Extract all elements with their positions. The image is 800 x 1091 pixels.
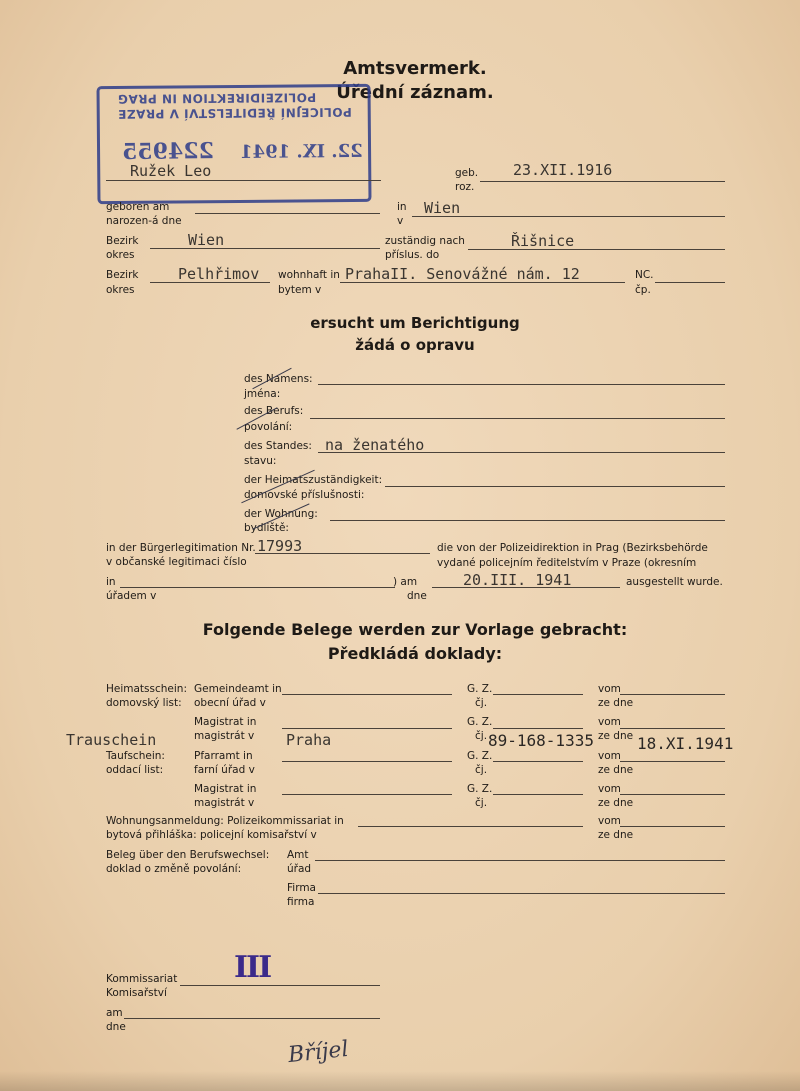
title-czech: Úřední záznam. xyxy=(336,82,494,103)
request-title-german: ersucht um Berichtigung xyxy=(310,314,520,332)
birthplace: Wien xyxy=(424,199,461,217)
label-ze-dne-3: ze dne xyxy=(598,764,634,776)
birth-date: 23.XII.1916 xyxy=(513,161,613,179)
label-jmena: jména: xyxy=(244,388,281,400)
label-magistrat-v-2: magistrát v xyxy=(194,797,255,809)
label-magistrat-v-1: magistrát v xyxy=(194,730,255,742)
paper-edge-shadow xyxy=(0,1071,800,1091)
label-kommissariat: Kommissariat xyxy=(106,973,178,985)
person-name: Ružek Leo xyxy=(130,162,212,180)
label-ze-dne-4: ze dne xyxy=(598,797,634,809)
label-issuer-de: die von der Polizeidirektion in Prag (Bezirksbehörde xyxy=(437,542,708,554)
label-narozen: narozen-á dne xyxy=(106,215,182,227)
signature: Bříjel xyxy=(286,1036,350,1069)
label-domovske: domovské příslušnosti: xyxy=(244,489,365,501)
label-nc: NC. xyxy=(635,269,654,281)
label-doklad-zmena: doklad o změně povolání: xyxy=(106,863,242,875)
label-berufswechsel: Beleg über den Berufswechsel: xyxy=(106,849,270,861)
request-title-czech: žádá o opravu xyxy=(355,336,475,354)
label-bytem: bytem v xyxy=(278,284,322,296)
label-komisarstvi: Komisařství xyxy=(106,987,167,999)
residence: PrahaII. Senovážné nám. 12 xyxy=(345,265,580,283)
label-heimatschein: Heimatsschein: xyxy=(106,683,187,695)
label-vom-2: vom xyxy=(598,716,621,728)
label-oddaci-list: oddací list: xyxy=(106,764,164,776)
label-legit-dne: dne xyxy=(407,590,427,602)
label-namens: des Namens: xyxy=(244,373,313,385)
label-firma: Firma xyxy=(287,882,316,894)
label-bezirk-2: Bezirk xyxy=(106,269,139,281)
label-gz-3: G. Z. xyxy=(467,750,493,762)
label-cj-2: čj. xyxy=(475,730,488,742)
label-okres-1: okres xyxy=(106,249,135,261)
label-magistrat-2: Magistrat in xyxy=(194,783,257,795)
label-ze-dne-1: ze dne xyxy=(598,697,634,709)
label-legitimation-de: in der Bürgerlegitimation Nr. xyxy=(106,542,256,554)
label-wohnung: der Wohnung: xyxy=(244,508,318,520)
label-cj-1: čj. xyxy=(475,697,488,709)
documents-title-german: Folgende Belege werden zur Vorlage gebracht: xyxy=(202,620,628,639)
label-legit-uradem: úřadem v xyxy=(106,590,157,602)
magistrat-value: Praha xyxy=(286,731,332,749)
label-gemeindeamt: Gemeindeamt in xyxy=(194,683,282,695)
label-bezirk-1: Bezirk xyxy=(106,235,139,247)
label-zustandig: zuständig nach xyxy=(385,235,465,247)
label-bytova-prihlaska: bytová přihláška: policejní komisařství v xyxy=(106,829,317,841)
police-stamp xyxy=(96,84,371,204)
label-cj-4: čj. xyxy=(475,797,488,809)
label-urad: úřad xyxy=(287,863,312,875)
label-legitimation-cs: v občanské legitimaci číslo xyxy=(106,556,247,568)
label-geb: geb. xyxy=(455,167,479,179)
label-domovsky-list: domovský list: xyxy=(106,697,182,709)
label-geboren-am: geboren am xyxy=(106,201,170,213)
label-standes: des Standes: xyxy=(244,440,312,452)
label-taufschein: Taufschein: xyxy=(106,750,165,762)
label-bydliste: bydliště: xyxy=(244,522,289,534)
label-firma-cs: firma xyxy=(287,896,315,908)
label-in: in xyxy=(397,201,407,213)
title-german: Amtsvermerk. xyxy=(343,58,487,79)
label-issued: ausgestellt wurde. xyxy=(626,576,723,588)
label-vom-5: vom xyxy=(598,815,621,827)
domicile: Řišnice xyxy=(511,232,575,250)
legitimation-date: 20.III. 1941 xyxy=(463,571,572,589)
label-wohnungsanmeldung: Wohnungsanmeldung: Polizeikommissariat in xyxy=(106,815,344,827)
kommissariat-value: III xyxy=(234,950,271,985)
label-pfarramt: Pfarramt in xyxy=(194,750,253,762)
label-heimat: der Heimatszuständigkeit: xyxy=(244,474,383,486)
stamp-line-1: POLIZEIDIREKTION IN PRAG xyxy=(117,90,317,107)
label-amt: Amt xyxy=(287,849,309,861)
label-footer-dne: dne xyxy=(106,1021,126,1033)
label-wohnhaft: wohnhaft in xyxy=(278,269,340,281)
label-issuer-cs: vydané policejním ředitelstvím v Praze (okresním xyxy=(437,557,697,569)
label-magistrat-1: Magistrat in xyxy=(194,716,257,728)
label-gz-2: G. Z. xyxy=(467,716,493,728)
label-gz-4: G. Z. xyxy=(467,783,493,795)
label-okres-2: okres xyxy=(106,284,135,296)
label-vom-4: vom xyxy=(598,783,621,795)
label-stavu: stavu: xyxy=(244,455,277,467)
label-v: v xyxy=(397,215,404,227)
label-roz: roz. xyxy=(455,181,475,193)
trauschein-label: Trauschein xyxy=(66,731,157,749)
standes-value: na ženatého xyxy=(325,436,425,454)
label-prislus: příslus. do xyxy=(385,249,440,261)
label-berufs: des Berufs: xyxy=(244,405,304,417)
label-cj-3: čj. xyxy=(475,764,488,776)
label-ze-dne-2: ze dne xyxy=(598,730,634,742)
date-value: 18.XI.1941 xyxy=(637,734,734,753)
district: Wien xyxy=(188,231,225,249)
label-cp: čp. xyxy=(635,284,651,296)
label-legit-am: ) am xyxy=(393,576,418,588)
label-legit-in: in xyxy=(106,576,116,588)
label-gz-1: G. Z. xyxy=(467,683,493,695)
stamp-number: 224955 xyxy=(121,138,215,165)
label-povolani: povolání: xyxy=(244,421,293,433)
residence-district: Pelhřimov xyxy=(178,265,260,283)
stamp-line-2: POLICEJNÍ ŘEDITELSTVÍ V PRAZE xyxy=(117,104,352,122)
label-vom-1: vom xyxy=(598,683,621,695)
legitimation-number: 17993 xyxy=(257,537,303,555)
label-vom-3: vom xyxy=(598,750,621,762)
label-farni-urad: farní úřad v xyxy=(194,764,255,776)
cj-value: 89-168-1335 xyxy=(488,731,594,750)
label-obecni-urad: obecní úřad v xyxy=(194,697,266,709)
stamp-date: 22. IX. 1941 xyxy=(239,140,363,163)
label-ze-dne-5: ze dne xyxy=(598,829,634,841)
documents-title-czech: Předkládá doklady: xyxy=(327,644,503,663)
label-footer-am: am xyxy=(106,1007,123,1019)
